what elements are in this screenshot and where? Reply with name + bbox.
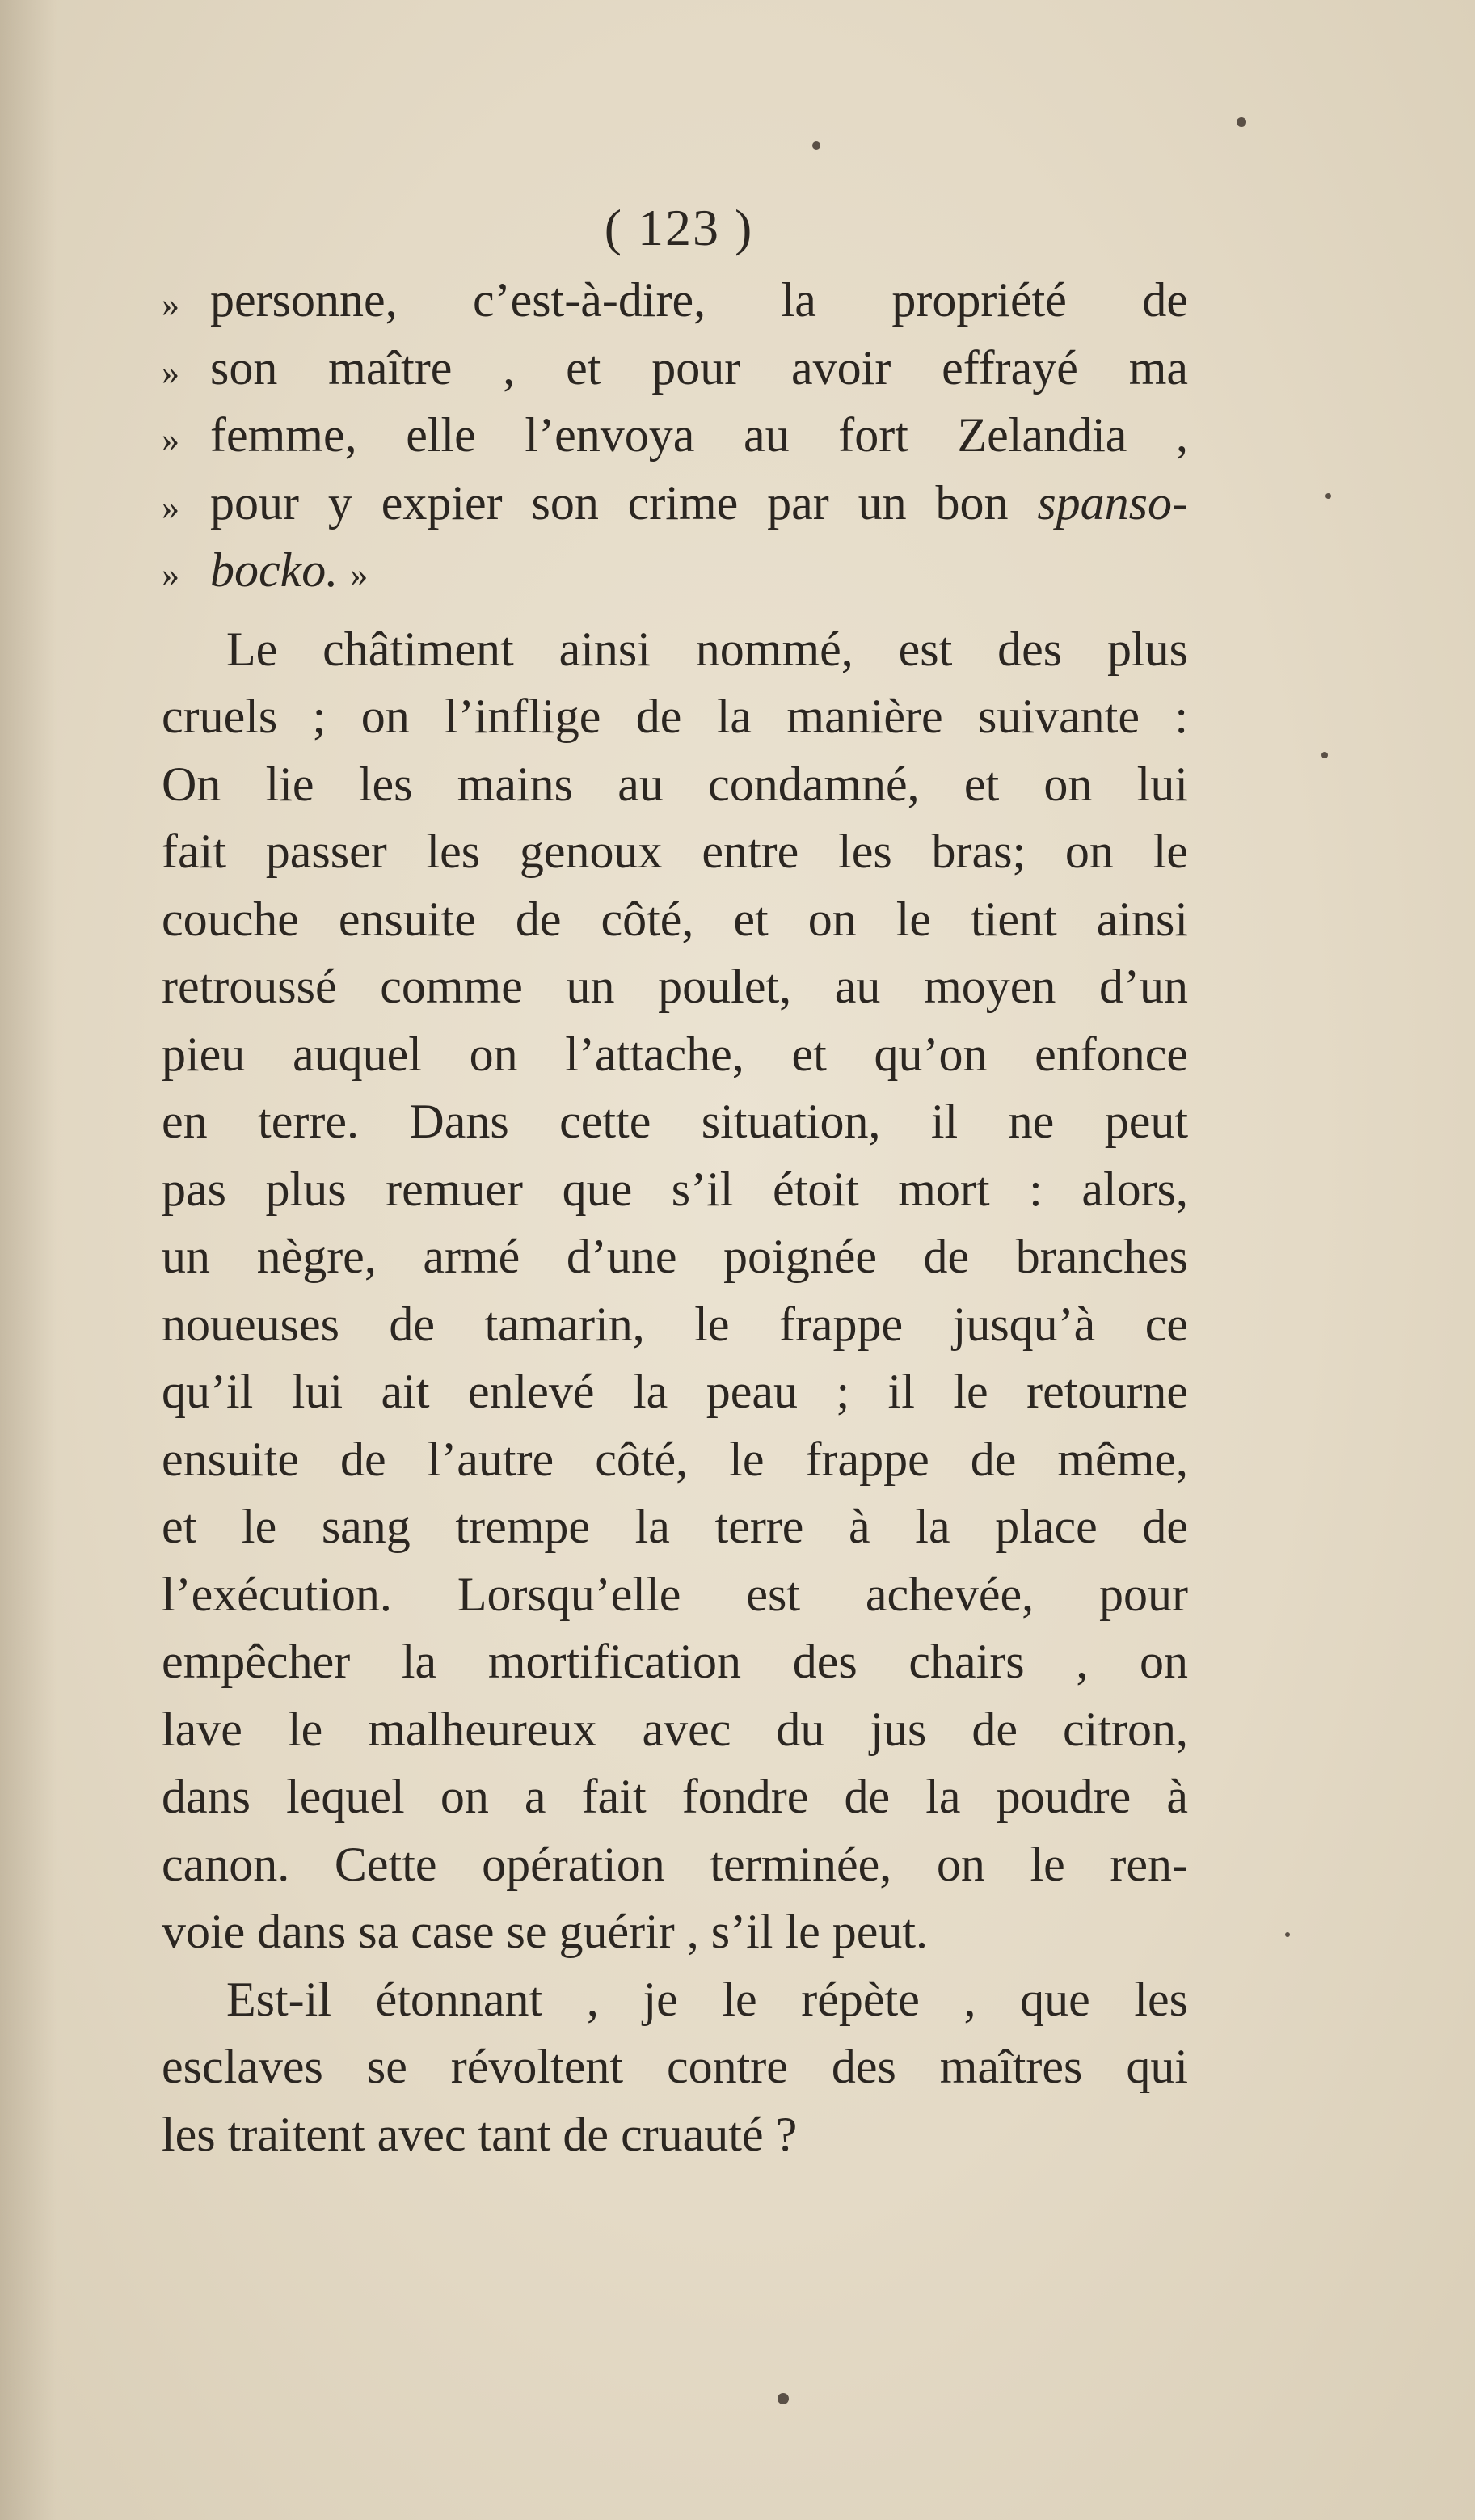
paragraph-line: canon. Cette opération terminée, on le ren- [162, 1837, 1188, 1891]
paragraph-line: et le sang trempe la terre à la place de [162, 1500, 1188, 1553]
paragraph-line: en terre. Dans cette situation, il ne peut [162, 1095, 1188, 1148]
binding-shadow [0, 0, 57, 2520]
paper-speck [1325, 493, 1331, 499]
paper-speck [1237, 117, 1246, 127]
italic-word: spanso- [1037, 475, 1188, 530]
quote-text [210, 470, 1188, 538]
paragraph-line: Est-il étonnant , je le répète , que les [226, 1972, 1188, 2026]
paragraph-line: couche ensuite de côté, et on le tient ainsi [162, 892, 1188, 946]
paragraph-line: cruels ; on l’inflige de la manière suivante : [162, 690, 1188, 743]
page-number: ( 123 ) [604, 199, 754, 256]
paragraph-line: retroussé comme un poulet, au moyen d’un [162, 960, 1188, 1013]
quote-text: femme, elle l’envoya au fort Zelandia , [210, 408, 1188, 462]
quote-mark: » [162, 555, 179, 594]
quote-line [162, 335, 1188, 403]
paragraph-line: pas plus remuer que s’il étoit mort : alors, [162, 1162, 1188, 1216]
paper-speck [1321, 752, 1328, 758]
paragraph-line: esclaves se révoltent contre des maîtres qui [162, 2040, 1188, 2093]
paragraph-line: empêcher la mortification des chairs , on [162, 1635, 1188, 1688]
quote-text [210, 537, 1188, 605]
paper-speck [778, 2393, 789, 2404]
paragraph-line: fait passer les genoux entre les bras; on le [162, 825, 1188, 878]
quote-mark: » [162, 352, 179, 392]
paragraph-line: voie dans sa case se guérir , s’il le peut. [162, 1905, 929, 1958]
quote-line [162, 470, 1188, 538]
quote-text: son maître , et pour avoir effrayé ma [210, 340, 1188, 395]
paragraph-line: pieu auquel on l’attache, et qu’on enfonce [162, 1027, 1188, 1081]
quote-text: personne, c’est-à-dire, la propriété de [210, 273, 1188, 327]
paragraph-line: dans lequel on a fait fondre de la poudre à [162, 1770, 1188, 1823]
paragraph-line: un nègre, armé d’une poignée de branches [162, 1230, 1188, 1283]
body-text [162, 267, 1188, 2168]
closing-quote-mark: » [350, 555, 369, 594]
paragraph-line: Le châtiment ainsi nommé, est des plus [226, 622, 1188, 676]
paragraph-line: lave le malheureux avec du jus de citron, [162, 1702, 1188, 1756]
paragraph-line: noueuses de tamarin, le frappe jusqu’à ce [162, 1297, 1188, 1351]
paper-speck [1285, 1932, 1290, 1937]
quote-text-plain: pour y expier son crime par un bon [210, 475, 1009, 530]
italic-word: bocko. [210, 543, 339, 597]
paragraph-line: On lie les mains au condamné, et on lui [162, 757, 1188, 811]
paragraph-line: ensuite de l’autre côté, le frappe de même, [162, 1432, 1188, 1486]
quote-line [162, 537, 1188, 605]
quote-line [162, 402, 1188, 470]
quote-line [162, 267, 1188, 335]
quote-mark: » [162, 285, 179, 324]
quote-mark: » [162, 487, 179, 527]
paragraph-line: l’exécution. Lorsqu’elle est achevée, pour [162, 1567, 1188, 1621]
paragraph-line: les traitent avec tant de cruauté ? [162, 2107, 798, 2161]
paragraph-line: qu’il lui ait enlevé la peau ; il le retourne [162, 1365, 1188, 1418]
quote-mark: » [162, 420, 179, 459]
paper-speck [812, 141, 820, 150]
